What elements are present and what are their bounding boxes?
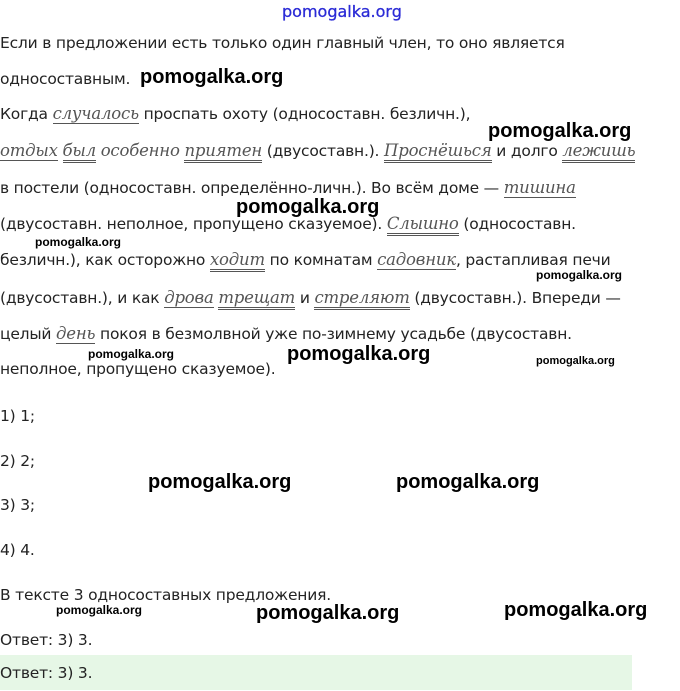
watermark: pomogalka.org	[35, 235, 122, 249]
text-fragment: покоя в безмолвной уже по-зимнему усадьбе (двусоставн.	[95, 325, 572, 343]
underlined-word: дрова	[164, 288, 214, 307]
answer-highlight-text: Ответ: 3) 3.	[0, 664, 93, 682]
option-3: 3) 3;	[0, 496, 35, 514]
text-fragment: (двусоставн. неполное, пропущено сказуемое).	[0, 215, 387, 233]
watermark: pomogalka.org	[536, 268, 623, 282]
underlined-word: тишина	[503, 178, 576, 197]
watermark: pomogalka.org	[536, 355, 615, 367]
double-underlined-word: трещат	[218, 288, 295, 310]
watermark: pomogalka.org	[236, 196, 380, 218]
underlined-word: случалось	[52, 104, 139, 123]
watermark: pomogalka.org	[88, 347, 175, 361]
text-fragment: и долго	[491, 142, 563, 160]
watermark: pomogalka.org	[256, 602, 400, 624]
underlined-word: отдых	[0, 141, 58, 160]
watermark: pomogalka.org	[56, 603, 143, 617]
text-fragment: (двусоставн.), и как	[0, 289, 165, 307]
double-underlined-word: Слышно	[387, 214, 459, 236]
watermark: pomogalka.org	[287, 343, 431, 365]
double-underlined-word: был	[63, 141, 96, 163]
watermark: pomogalka.org	[488, 120, 632, 142]
text-line-9	[0, 324, 572, 343]
text-fragment: , растапливая печи	[455, 251, 611, 269]
text-fragment: безличн.), как осторожно	[0, 251, 210, 269]
text-line-5	[0, 178, 576, 197]
watermark: pomogalka.org	[504, 599, 648, 621]
text-line-2: односоставным.	[0, 70, 131, 88]
watermark: pomogalka.org	[148, 471, 292, 493]
double-underlined-word: ходит	[210, 250, 265, 272]
option-1: 1) 1;	[0, 407, 35, 425]
option-4: 4) 4.	[0, 541, 35, 559]
double-underlined-word: лежишь	[562, 141, 635, 163]
text-word: особенно	[100, 141, 180, 160]
answer-text: Ответ: 3) 3.	[0, 631, 93, 649]
text-fragment: Когда	[0, 105, 53, 123]
double-underlined-word: стреляют	[314, 288, 409, 310]
text-fragment: по комнатам	[264, 251, 378, 269]
text-fragment: проспать охоту (односоставн. безличн.),	[138, 105, 471, 123]
text-fragment: в постели (односоставн. определённо-личн.). Во всём доме —	[0, 179, 504, 197]
text-fragment: (односоставн.	[458, 215, 576, 233]
text-line-4	[0, 141, 635, 160]
text-line-3	[0, 104, 470, 123]
text-line-10: неполное, пропущено сказуемое).	[0, 360, 276, 378]
double-underlined-word: Проснёшься	[384, 141, 492, 163]
underlined-word: садовник	[377, 250, 456, 269]
text-line-1: Если в предложении есть только один главный член, то оно является	[0, 34, 565, 52]
answer-highlight-box	[0, 655, 632, 690]
text-fragment: (двусоставн.). Впереди —	[409, 289, 621, 307]
text-line-7	[0, 250, 611, 269]
watermark: pomogalka.org	[396, 471, 540, 493]
text-fragment: целый	[0, 325, 57, 343]
text-fragment: и	[295, 289, 315, 307]
watermark: pomogalka.org	[140, 66, 284, 88]
double-underlined-word: приятен	[184, 141, 262, 163]
text-fragment: (двусоставн.).	[262, 142, 385, 160]
text-line-8	[0, 288, 621, 307]
conclusion-text: В тексте 3 односоставных предложения.	[0, 586, 331, 604]
site-watermark-top: pomogalka.org	[282, 2, 402, 21]
option-2: 2) 2;	[0, 452, 35, 470]
underlined-word: день	[56, 324, 96, 343]
